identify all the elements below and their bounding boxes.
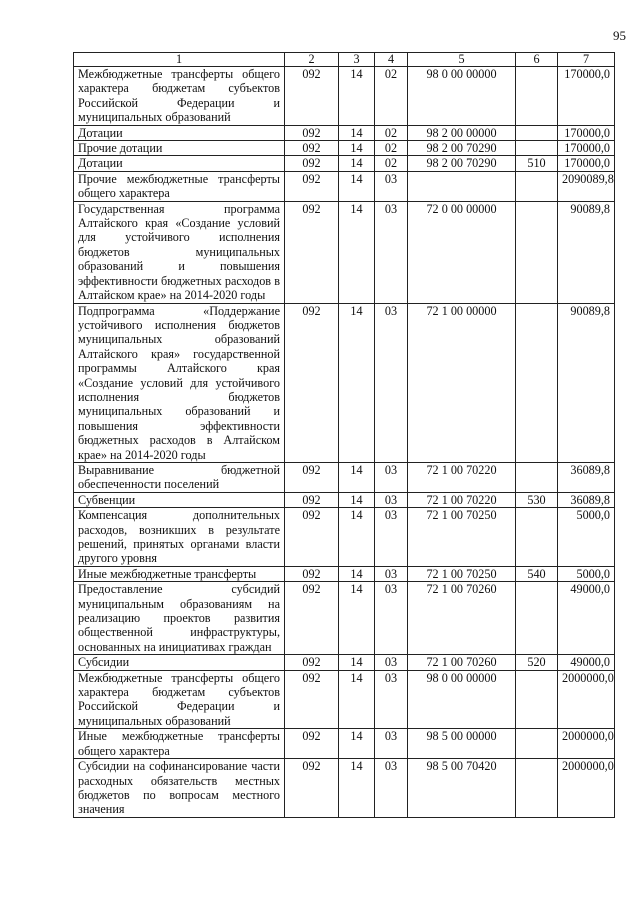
row-target-article-cell: 72 1 00 70220 xyxy=(408,462,516,492)
row-section-cell: 14 xyxy=(339,655,375,670)
row-subsection-cell: 02 xyxy=(375,156,408,171)
table-row xyxy=(74,462,615,492)
table-row xyxy=(74,67,615,126)
row-section-cell: 14 xyxy=(339,201,375,303)
row-subsection-cell: 03 xyxy=(375,492,408,507)
row-name-cell: Межбюджетные трансферты общего характера бюджетам субъектов Российской Федерации и муниципальных образований xyxy=(74,67,285,126)
row-subsection-cell: 02 xyxy=(375,67,408,126)
row-name-cell: Межбюджетные трансферты общего характера бюджетам субъектов Российской Федерации и муниципальных образований xyxy=(74,670,285,729)
row-section-cell: 14 xyxy=(339,566,375,581)
row-name-cell: Иные межбюджетные трансферты общего характера xyxy=(74,729,285,759)
row-name-cell: Подпрограмма «Поддержание устойчивого исполнения бюджетов муниципальных образований Алтайского края» государственной программы Алтайского края «Создание условий для устойчивого исполнения бюджетов муниципальных образований и повышения эффективности бюджетных расходов в Алтайском крае» на 2014-2020 годы xyxy=(74,303,285,462)
row-target-article-cell: 72 1 00 70220 xyxy=(408,492,516,507)
row-name-cell: Дотации xyxy=(74,125,285,140)
row-target-article-cell: 72 1 00 70250 xyxy=(408,508,516,567)
row-expense-type-cell: 510 xyxy=(516,156,558,171)
row-expense-type-cell: 530 xyxy=(516,492,558,507)
row-admin-code-cell: 092 xyxy=(285,156,339,171)
row-target-article-cell: 98 2 00 00000 xyxy=(408,125,516,140)
column-header: 3 xyxy=(339,53,375,67)
column-header: 2 xyxy=(285,53,339,67)
row-expense-type-cell xyxy=(516,508,558,567)
row-section-cell: 14 xyxy=(339,67,375,126)
row-expense-type-cell xyxy=(516,670,558,729)
row-target-article-cell xyxy=(408,171,516,201)
row-amount-cell: 49000,0 xyxy=(558,655,615,670)
row-target-article-cell: 98 5 00 70420 xyxy=(408,759,516,818)
row-expense-type-cell xyxy=(516,201,558,303)
table-row xyxy=(74,303,615,462)
table-row xyxy=(74,171,615,201)
row-expense-type-cell xyxy=(516,729,558,759)
row-admin-code-cell: 092 xyxy=(285,171,339,201)
row-section-cell: 14 xyxy=(339,759,375,818)
row-amount-cell: 36089,8 xyxy=(558,462,615,492)
column-header: 6 xyxy=(516,53,558,67)
row-section-cell: 14 xyxy=(339,156,375,171)
row-section-cell: 14 xyxy=(339,303,375,462)
row-target-article-cell: 98 2 00 70290 xyxy=(408,156,516,171)
row-admin-code-cell: 092 xyxy=(285,582,339,655)
column-header: 7 xyxy=(558,53,615,67)
table-row xyxy=(74,156,615,171)
row-target-article-cell: 98 0 00 00000 xyxy=(408,67,516,126)
table-row xyxy=(74,492,615,507)
row-name-cell: Субсидии на софинансирование части расходных обязательств местных бюджетов по вопросам местного значения xyxy=(74,759,285,818)
row-admin-code-cell: 092 xyxy=(285,655,339,670)
row-expense-type-cell xyxy=(516,171,558,201)
row-subsection-cell: 03 xyxy=(375,303,408,462)
row-expense-type-cell: 540 xyxy=(516,566,558,581)
table-row xyxy=(74,141,615,156)
row-admin-code-cell: 092 xyxy=(285,462,339,492)
row-amount-cell: 170000,0 xyxy=(558,141,615,156)
row-admin-code-cell: 092 xyxy=(285,201,339,303)
row-subsection-cell: 03 xyxy=(375,462,408,492)
row-expense-type-cell: 520 xyxy=(516,655,558,670)
row-subsection-cell: 03 xyxy=(375,729,408,759)
row-section-cell: 14 xyxy=(339,141,375,156)
table-row xyxy=(74,729,615,759)
row-amount-cell: 2000000,0 xyxy=(558,729,615,759)
row-amount-cell: 2000000,0 xyxy=(558,759,615,818)
row-target-article-cell: 72 1 00 70260 xyxy=(408,582,516,655)
table-row xyxy=(74,655,615,670)
table-row xyxy=(74,125,615,140)
row-section-cell: 14 xyxy=(339,462,375,492)
row-expense-type-cell xyxy=(516,67,558,126)
row-name-cell: Дотации xyxy=(74,156,285,171)
row-target-article-cell: 98 2 00 70290 xyxy=(408,141,516,156)
column-header: 5 xyxy=(408,53,516,67)
row-target-article-cell: 72 0 00 00000 xyxy=(408,201,516,303)
row-amount-cell: 90089,8 xyxy=(558,201,615,303)
row-subsection-cell: 02 xyxy=(375,125,408,140)
row-section-cell: 14 xyxy=(339,125,375,140)
row-expense-type-cell xyxy=(516,582,558,655)
row-admin-code-cell: 092 xyxy=(285,759,339,818)
table-row xyxy=(74,566,615,581)
row-name-cell: Субвенции xyxy=(74,492,285,507)
row-name-cell: Субсидии xyxy=(74,655,285,670)
row-expense-type-cell xyxy=(516,759,558,818)
row-section-cell: 14 xyxy=(339,508,375,567)
row-amount-cell: 90089,8 xyxy=(558,303,615,462)
row-subsection-cell: 03 xyxy=(375,655,408,670)
row-name-cell: Выравнивание бюджетной обеспеченности поселений xyxy=(74,462,285,492)
row-target-article-cell: 98 5 00 00000 xyxy=(408,729,516,759)
row-admin-code-cell: 092 xyxy=(285,141,339,156)
row-admin-code-cell: 092 xyxy=(285,508,339,567)
row-name-cell: Прочие межбюджетные трансферты общего характера xyxy=(74,171,285,201)
row-name-cell: Государственная программа Алтайского края «Создание условий для устойчивого исполнения бюджетов муниципальных образований и повышения эффективности бюджетных расходов в Алтайском крае» на 2014-2020 годы xyxy=(74,201,285,303)
row-section-cell: 14 xyxy=(339,492,375,507)
row-subsection-cell: 03 xyxy=(375,201,408,303)
row-admin-code-cell: 092 xyxy=(285,303,339,462)
row-expense-type-cell xyxy=(516,303,558,462)
row-amount-cell: 5000,0 xyxy=(558,508,615,567)
row-section-cell: 14 xyxy=(339,729,375,759)
row-section-cell: 14 xyxy=(339,670,375,729)
page-number: 95 xyxy=(613,28,626,43)
row-expense-type-cell xyxy=(516,141,558,156)
row-expense-type-cell xyxy=(516,125,558,140)
row-target-article-cell: 98 0 00 00000 xyxy=(408,670,516,729)
row-section-cell: 14 xyxy=(339,582,375,655)
row-subsection-cell: 03 xyxy=(375,582,408,655)
row-admin-code-cell: 092 xyxy=(285,492,339,507)
row-amount-cell: 170000,0 xyxy=(558,67,615,126)
row-admin-code-cell: 092 xyxy=(285,67,339,126)
row-amount-cell: 2090089,8 xyxy=(558,171,615,201)
table-header-row xyxy=(74,53,615,67)
row-subsection-cell: 03 xyxy=(375,670,408,729)
row-name-cell: Предоставление субсидий муниципальным образованиям на реализацию проектов развития общественной инфраструктуры, основанных на инициативах граждан xyxy=(74,582,285,655)
row-name-cell: Иные межбюджетные трансферты xyxy=(74,566,285,581)
row-target-article-cell: 72 1 00 70260 xyxy=(408,655,516,670)
row-amount-cell: 36089,8 xyxy=(558,492,615,507)
table-row xyxy=(74,582,615,655)
table-row xyxy=(74,759,615,818)
row-target-article-cell: 72 1 00 70250 xyxy=(408,566,516,581)
row-subsection-cell: 03 xyxy=(375,566,408,581)
row-admin-code-cell: 092 xyxy=(285,125,339,140)
row-admin-code-cell: 092 xyxy=(285,566,339,581)
row-admin-code-cell: 092 xyxy=(285,729,339,759)
row-subsection-cell: 03 xyxy=(375,171,408,201)
row-amount-cell: 2000000,0 xyxy=(558,670,615,729)
row-name-cell: Прочие дотации xyxy=(74,141,285,156)
row-expense-type-cell xyxy=(516,462,558,492)
row-amount-cell: 5000,0 xyxy=(558,566,615,581)
row-amount-cell: 49000,0 xyxy=(558,582,615,655)
row-admin-code-cell: 092 xyxy=(285,670,339,729)
budget-table xyxy=(73,52,615,818)
row-section-cell: 14 xyxy=(339,171,375,201)
row-subsection-cell: 03 xyxy=(375,759,408,818)
table-row xyxy=(74,670,615,729)
table-row xyxy=(74,508,615,567)
table-row xyxy=(74,201,615,303)
row-amount-cell: 170000,0 xyxy=(558,156,615,171)
column-header: 4 xyxy=(375,53,408,67)
row-subsection-cell: 02 xyxy=(375,141,408,156)
row-target-article-cell: 72 1 00 00000 xyxy=(408,303,516,462)
row-name-cell: Компенсация дополнительных расходов, возникших в результате решений, принятых органами власти другого уровня xyxy=(74,508,285,567)
row-subsection-cell: 03 xyxy=(375,508,408,567)
row-amount-cell: 170000,0 xyxy=(558,125,615,140)
column-header: 1 xyxy=(74,53,285,67)
